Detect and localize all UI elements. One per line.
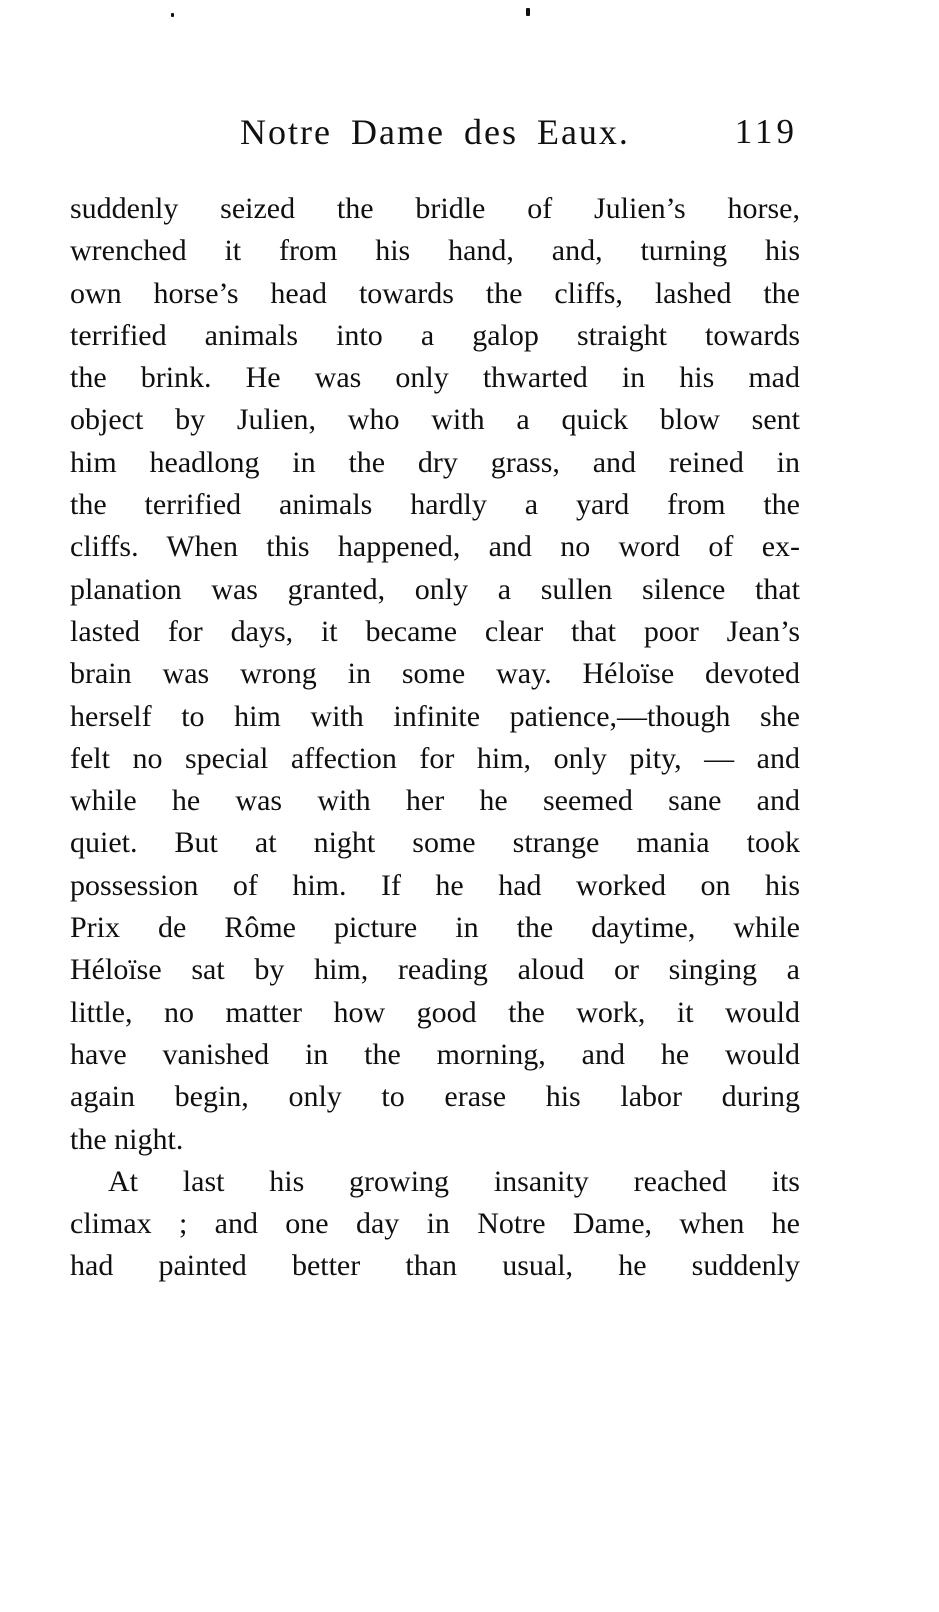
- text-line: had painted better than usual, he suddenly: [70, 1249, 800, 1283]
- text-line: planation was granted, only a sullen silence that: [70, 572, 800, 606]
- text-line: Héloïse sat by him, reading aloud or singing a: [70, 953, 800, 987]
- text-line: wrenched it from his hand, and, turning his: [70, 234, 800, 268]
- page-number: 119: [734, 112, 798, 151]
- text-line: while he was with her he seemed sane and: [70, 784, 800, 818]
- text-line: cliffs. When this happened, and no word of ex-: [70, 530, 800, 564]
- text-line: suddenly seized the bridle of Julien’s horse,: [70, 192, 800, 225]
- text-line: him headlong in the dry grass, and reined in: [70, 445, 800, 479]
- text-line: the brink. He was only thwarted in his mad: [70, 361, 800, 395]
- text-line: possession of him. If he had worked on his: [70, 868, 800, 902]
- text-line: felt no special affection for him, only pity, — and: [70, 741, 800, 775]
- text-line: again begin, only to erase his labor during: [70, 1080, 800, 1114]
- text-line: little, no matter how good the work, it would: [70, 995, 800, 1029]
- text-line: At last his growing insanity reached its: [108, 1164, 800, 1198]
- text-line: own horse’s head towards the cliffs, lashed the: [70, 276, 800, 310]
- text-line: herself to him with infinite patience,—though she: [70, 699, 800, 733]
- text-line: quiet. But at night some strange mania took: [70, 826, 800, 860]
- text-line: Prix de Rôme picture in the daytime, while: [70, 911, 800, 945]
- text-line: climax ; and one day in Notre Dame, when he: [70, 1207, 800, 1241]
- text-line: lasted for days, it became clear that poor Jean’s: [70, 614, 800, 648]
- text-line: the night.: [70, 1122, 184, 1156]
- text-line: brain was wrong in some way. Héloïse devoted: [70, 657, 800, 691]
- scan-speck: [171, 13, 174, 17]
- body-text: [70, 188, 800, 1288]
- text-line: object by Julien, who with a quick blow sent: [70, 403, 800, 437]
- scan-speck: [526, 8, 530, 16]
- text-line: have vanished in the morning, and he would: [70, 1037, 800, 1071]
- running-title: Notre Dame des Eaux.: [240, 112, 630, 152]
- text-line: the terrified animals hardly a yard from the: [70, 488, 800, 522]
- text-line: terrified animals into a galop straight towards: [70, 318, 800, 352]
- page-header: [70, 106, 800, 158]
